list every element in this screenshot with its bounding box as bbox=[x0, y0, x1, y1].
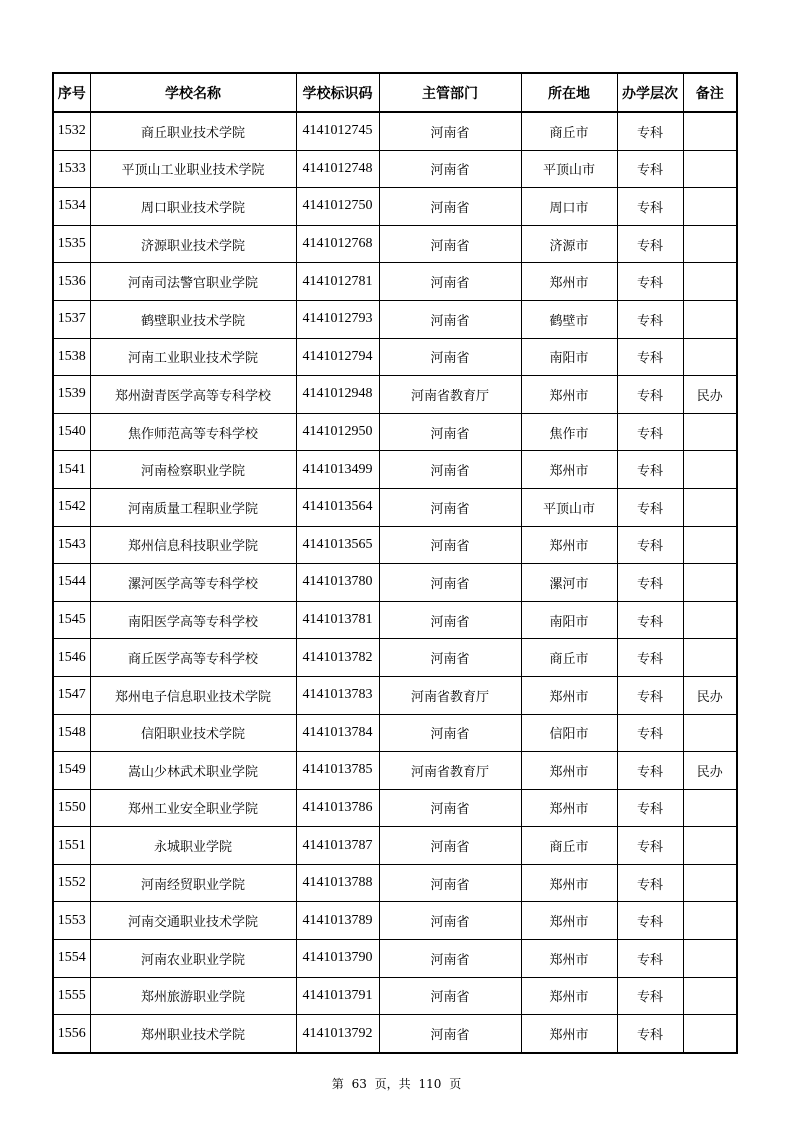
school-list-table bbox=[52, 72, 738, 1054]
cell-level: 专科 bbox=[617, 338, 683, 376]
cell-school-name: 河南工业职业技术学院 bbox=[90, 338, 296, 376]
cell-remark bbox=[683, 827, 737, 865]
cell-remark bbox=[683, 150, 737, 188]
cell-level: 专科 bbox=[617, 940, 683, 978]
cell-remark bbox=[683, 940, 737, 978]
cell-school-name: 商丘医学高等专科学校 bbox=[90, 639, 296, 677]
cell-location: 济源市 bbox=[521, 225, 617, 263]
cell-level: 专科 bbox=[617, 676, 683, 714]
page-suffix: 页 bbox=[449, 1077, 462, 1091]
cell-school-name: 漯河医学高等专科学校 bbox=[90, 564, 296, 602]
cell-level: 专科 bbox=[617, 225, 683, 263]
cell-school-code: 4141013781 bbox=[296, 601, 379, 639]
cell-school-code: 4141012748 bbox=[296, 150, 379, 188]
cell-level: 专科 bbox=[617, 413, 683, 451]
table-row bbox=[53, 300, 737, 338]
cell-level: 专科 bbox=[617, 526, 683, 564]
cell-school-code: 4141013791 bbox=[296, 977, 379, 1015]
cell-school-code: 4141012950 bbox=[296, 413, 379, 451]
cell-location: 郑州市 bbox=[521, 451, 617, 489]
cell-serial-number: 1545 bbox=[53, 601, 90, 639]
cell-department: 河南省教育厅 bbox=[379, 676, 521, 714]
cell-level: 专科 bbox=[617, 112, 683, 150]
cell-level: 专科 bbox=[617, 300, 683, 338]
cell-remark bbox=[683, 263, 737, 301]
cell-school-name: 焦作师范高等专科学校 bbox=[90, 413, 296, 451]
cell-department: 河南省 bbox=[379, 827, 521, 865]
cell-department: 河南省 bbox=[379, 488, 521, 526]
cell-serial-number: 1547 bbox=[53, 676, 90, 714]
cell-location: 郑州市 bbox=[521, 977, 617, 1015]
cell-department: 河南省 bbox=[379, 112, 521, 150]
cell-serial-number: 1550 bbox=[53, 789, 90, 827]
cell-serial-number: 1555 bbox=[53, 977, 90, 1015]
table-row bbox=[53, 940, 737, 978]
cell-level: 专科 bbox=[617, 864, 683, 902]
cell-location: 南阳市 bbox=[521, 338, 617, 376]
cell-school-code: 4141013786 bbox=[296, 789, 379, 827]
table-body bbox=[53, 112, 737, 1053]
cell-location: 郑州市 bbox=[521, 940, 617, 978]
cell-school-name: 济源职业技术学院 bbox=[90, 225, 296, 263]
cell-level: 专科 bbox=[617, 977, 683, 1015]
cell-level: 专科 bbox=[617, 827, 683, 865]
cell-level: 专科 bbox=[617, 752, 683, 790]
cell-level: 专科 bbox=[617, 902, 683, 940]
cell-school-name: 鹤壁职业技术学院 bbox=[90, 300, 296, 338]
cell-school-code: 4141013789 bbox=[296, 902, 379, 940]
table-row bbox=[53, 827, 737, 865]
cell-school-code: 4141012781 bbox=[296, 263, 379, 301]
cell-location: 焦作市 bbox=[521, 413, 617, 451]
cell-school-name: 商丘职业技术学院 bbox=[90, 112, 296, 150]
cell-serial-number: 1543 bbox=[53, 526, 90, 564]
cell-school-code: 4141013564 bbox=[296, 488, 379, 526]
page-mid: 页，共 bbox=[374, 1077, 411, 1091]
cell-school-name: 郑州旅游职业学院 bbox=[90, 977, 296, 1015]
cell-serial-number: 1542 bbox=[53, 488, 90, 526]
cell-serial-number: 1537 bbox=[53, 300, 90, 338]
table-row bbox=[53, 714, 737, 752]
cell-school-code: 4141012750 bbox=[296, 188, 379, 226]
header-school-code: 学校标识码 bbox=[296, 73, 379, 112]
header-remark: 备注 bbox=[683, 73, 737, 112]
header-school-name: 学校名称 bbox=[90, 73, 296, 112]
cell-school-code: 4141013785 bbox=[296, 752, 379, 790]
cell-school-code: 4141012794 bbox=[296, 338, 379, 376]
table-row bbox=[53, 1015, 737, 1053]
cell-location: 平顶山市 bbox=[521, 150, 617, 188]
header-level: 办学层次 bbox=[617, 73, 683, 112]
table-row bbox=[53, 526, 737, 564]
cell-level: 专科 bbox=[617, 564, 683, 602]
page-number: 63 bbox=[351, 1077, 367, 1091]
cell-school-code: 4141012793 bbox=[296, 300, 379, 338]
cell-serial-number: 1544 bbox=[53, 564, 90, 602]
cell-location: 商丘市 bbox=[521, 112, 617, 150]
cell-level: 专科 bbox=[617, 789, 683, 827]
cell-school-name: 河南农业职业学院 bbox=[90, 940, 296, 978]
cell-department: 河南省 bbox=[379, 150, 521, 188]
table-row bbox=[53, 263, 737, 301]
table-row bbox=[53, 188, 737, 226]
cell-school-code: 4141013792 bbox=[296, 1015, 379, 1053]
cell-school-name: 周口职业技术学院 bbox=[90, 188, 296, 226]
cell-location: 平顶山市 bbox=[521, 488, 617, 526]
cell-level: 专科 bbox=[617, 601, 683, 639]
cell-remark bbox=[683, 639, 737, 677]
cell-location: 商丘市 bbox=[521, 639, 617, 677]
cell-department: 河南省 bbox=[379, 338, 521, 376]
cell-school-name: 郑州电子信息职业技术学院 bbox=[90, 676, 296, 714]
cell-serial-number: 1532 bbox=[53, 112, 90, 150]
cell-department: 河南省教育厅 bbox=[379, 376, 521, 414]
cell-serial-number: 1536 bbox=[53, 263, 90, 301]
cell-location: 周口市 bbox=[521, 188, 617, 226]
table-row bbox=[53, 864, 737, 902]
cell-serial-number: 1533 bbox=[53, 150, 90, 188]
cell-school-code: 4141013784 bbox=[296, 714, 379, 752]
cell-school-code: 4141013499 bbox=[296, 451, 379, 489]
cell-remark bbox=[683, 714, 737, 752]
cell-remark bbox=[683, 526, 737, 564]
cell-remark bbox=[683, 413, 737, 451]
cell-school-code: 4141012745 bbox=[296, 112, 379, 150]
cell-level: 专科 bbox=[617, 376, 683, 414]
cell-school-name: 嵩山少林武术职业学院 bbox=[90, 752, 296, 790]
header-location: 所在地 bbox=[521, 73, 617, 112]
cell-serial-number: 1534 bbox=[53, 188, 90, 226]
cell-serial-number: 1554 bbox=[53, 940, 90, 978]
cell-location: 郑州市 bbox=[521, 789, 617, 827]
cell-school-name: 信阳职业技术学院 bbox=[90, 714, 296, 752]
cell-remark: 民办 bbox=[683, 376, 737, 414]
cell-department: 河南省 bbox=[379, 864, 521, 902]
cell-remark: 民办 bbox=[683, 752, 737, 790]
cell-remark bbox=[683, 451, 737, 489]
table-row bbox=[53, 639, 737, 677]
cell-school-code: 4141013790 bbox=[296, 940, 379, 978]
header-serial-number: 序号 bbox=[53, 73, 90, 112]
cell-remark bbox=[683, 864, 737, 902]
cell-school-name: 永城职业学院 bbox=[90, 827, 296, 865]
cell-school-name: 郑州信息科技职业学院 bbox=[90, 526, 296, 564]
cell-location: 漯河市 bbox=[521, 564, 617, 602]
cell-department: 河南省 bbox=[379, 300, 521, 338]
table-row bbox=[53, 451, 737, 489]
cell-school-name: 郑州职业技术学院 bbox=[90, 1015, 296, 1053]
cell-level: 专科 bbox=[617, 263, 683, 301]
header-row bbox=[53, 73, 737, 112]
cell-school-name: 郑州澍青医学高等专科学校 bbox=[90, 376, 296, 414]
cell-department: 河南省 bbox=[379, 225, 521, 263]
cell-department: 河南省 bbox=[379, 564, 521, 602]
table-row bbox=[53, 752, 737, 790]
table-row bbox=[53, 376, 737, 414]
cell-remark bbox=[683, 338, 737, 376]
cell-serial-number: 1551 bbox=[53, 827, 90, 865]
cell-remark bbox=[683, 789, 737, 827]
cell-serial-number: 1538 bbox=[53, 338, 90, 376]
table-row bbox=[53, 564, 737, 602]
table-row bbox=[53, 338, 737, 376]
cell-department: 河南省 bbox=[379, 789, 521, 827]
cell-remark bbox=[683, 1015, 737, 1053]
cell-school-code: 4141012948 bbox=[296, 376, 379, 414]
table-row bbox=[53, 413, 737, 451]
table-row bbox=[53, 488, 737, 526]
cell-school-name: 河南交通职业技术学院 bbox=[90, 902, 296, 940]
cell-department: 河南省 bbox=[379, 188, 521, 226]
cell-school-name: 南阳医学高等专科学校 bbox=[90, 601, 296, 639]
page-total: 110 bbox=[418, 1077, 442, 1091]
cell-school-code: 4141012768 bbox=[296, 225, 379, 263]
cell-location: 鹤壁市 bbox=[521, 300, 617, 338]
cell-location: 郑州市 bbox=[521, 1015, 617, 1053]
cell-serial-number: 1553 bbox=[53, 902, 90, 940]
cell-location: 南阳市 bbox=[521, 601, 617, 639]
cell-level: 专科 bbox=[617, 714, 683, 752]
page-footer bbox=[0, 1075, 793, 1092]
table-row bbox=[53, 789, 737, 827]
cell-department: 河南省 bbox=[379, 977, 521, 1015]
cell-department: 河南省 bbox=[379, 902, 521, 940]
cell-level: 专科 bbox=[617, 488, 683, 526]
page-prefix: 第 bbox=[331, 1077, 344, 1091]
cell-school-name: 平顶山工业职业技术学院 bbox=[90, 150, 296, 188]
cell-serial-number: 1541 bbox=[53, 451, 90, 489]
cell-serial-number: 1546 bbox=[53, 639, 90, 677]
cell-school-code: 4141013780 bbox=[296, 564, 379, 602]
cell-location: 郑州市 bbox=[521, 752, 617, 790]
cell-remark bbox=[683, 225, 737, 263]
cell-school-code: 4141013787 bbox=[296, 827, 379, 865]
cell-department: 河南省 bbox=[379, 940, 521, 978]
cell-school-name: 河南检察职业学院 bbox=[90, 451, 296, 489]
cell-school-name: 河南质量工程职业学院 bbox=[90, 488, 296, 526]
cell-location: 信阳市 bbox=[521, 714, 617, 752]
cell-serial-number: 1539 bbox=[53, 376, 90, 414]
table-row bbox=[53, 676, 737, 714]
cell-department: 河南省 bbox=[379, 413, 521, 451]
cell-level: 专科 bbox=[617, 150, 683, 188]
header-department: 主管部门 bbox=[379, 73, 521, 112]
cell-level: 专科 bbox=[617, 1015, 683, 1053]
cell-school-code: 4141013788 bbox=[296, 864, 379, 902]
cell-department: 河南省 bbox=[379, 526, 521, 564]
cell-location: 郑州市 bbox=[521, 263, 617, 301]
table-row bbox=[53, 601, 737, 639]
cell-school-code: 4141013782 bbox=[296, 639, 379, 677]
cell-level: 专科 bbox=[617, 451, 683, 489]
cell-location: 郑州市 bbox=[521, 902, 617, 940]
cell-location: 郑州市 bbox=[521, 864, 617, 902]
cell-serial-number: 1552 bbox=[53, 864, 90, 902]
cell-remark bbox=[683, 601, 737, 639]
cell-remark bbox=[683, 188, 737, 226]
cell-remark bbox=[683, 977, 737, 1015]
cell-school-code: 4141013565 bbox=[296, 526, 379, 564]
cell-level: 专科 bbox=[617, 188, 683, 226]
cell-department: 河南省 bbox=[379, 451, 521, 489]
cell-remark bbox=[683, 564, 737, 602]
cell-school-name: 郑州工业安全职业学院 bbox=[90, 789, 296, 827]
table-header bbox=[53, 73, 737, 112]
table-row bbox=[53, 150, 737, 188]
cell-remark bbox=[683, 112, 737, 150]
cell-serial-number: 1535 bbox=[53, 225, 90, 263]
cell-remark: 民办 bbox=[683, 676, 737, 714]
cell-department: 河南省 bbox=[379, 263, 521, 301]
cell-remark bbox=[683, 488, 737, 526]
cell-serial-number: 1540 bbox=[53, 413, 90, 451]
cell-school-name: 河南司法警官职业学院 bbox=[90, 263, 296, 301]
table-row bbox=[53, 112, 737, 150]
cell-department: 河南省 bbox=[379, 639, 521, 677]
table-row bbox=[53, 977, 737, 1015]
cell-department: 河南省教育厅 bbox=[379, 752, 521, 790]
table-row bbox=[53, 225, 737, 263]
cell-location: 郑州市 bbox=[521, 376, 617, 414]
table-row bbox=[53, 902, 737, 940]
cell-department: 河南省 bbox=[379, 1015, 521, 1053]
cell-school-name: 河南经贸职业学院 bbox=[90, 864, 296, 902]
cell-location: 商丘市 bbox=[521, 827, 617, 865]
cell-level: 专科 bbox=[617, 639, 683, 677]
cell-serial-number: 1549 bbox=[53, 752, 90, 790]
cell-remark bbox=[683, 300, 737, 338]
cell-location: 郑州市 bbox=[521, 526, 617, 564]
cell-serial-number: 1548 bbox=[53, 714, 90, 752]
cell-department: 河南省 bbox=[379, 601, 521, 639]
cell-location: 郑州市 bbox=[521, 676, 617, 714]
cell-department: 河南省 bbox=[379, 714, 521, 752]
cell-school-code: 4141013783 bbox=[296, 676, 379, 714]
cell-serial-number: 1556 bbox=[53, 1015, 90, 1053]
cell-remark bbox=[683, 902, 737, 940]
